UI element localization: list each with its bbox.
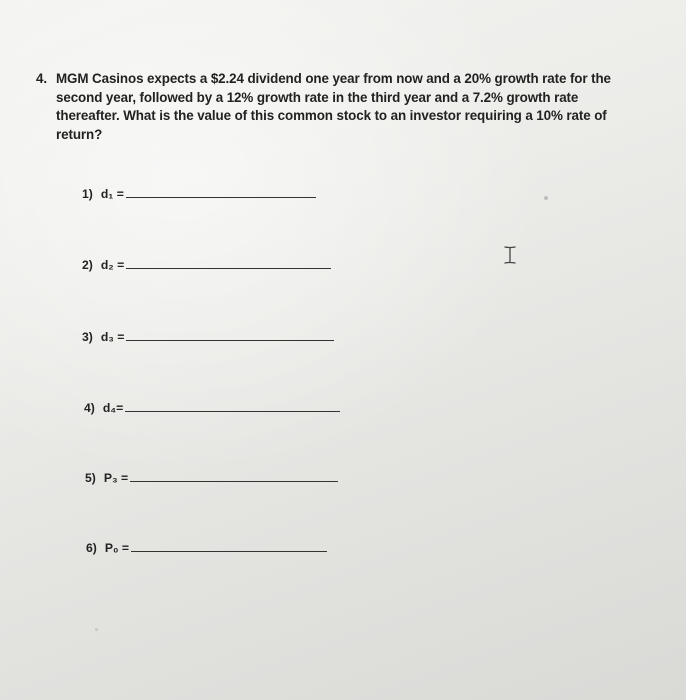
answer-item-5 <box>85 467 338 485</box>
question-text: MGM Casinos expects a $2.24 dividend one year from now and a 20% growth rate for the second year, followed by a 12% growth rate in the third year and a 7.2% growth rate thereafter. What is the value of this common stock to an investor requiring a 10% rate of return? <box>56 71 611 142</box>
answer-item-4 <box>84 397 340 415</box>
answer-item-number: 3) <box>82 330 93 344</box>
answer-item-number: 2) <box>82 258 93 272</box>
answer-item-6 <box>86 537 327 555</box>
answer-item-2 <box>82 254 331 272</box>
answer-blank-line[interactable] <box>125 410 340 412</box>
answer-item-number: 1) <box>82 187 93 201</box>
answer-blank-line[interactable] <box>131 550 327 552</box>
answer-item-label: P₃ = <box>103 471 129 485</box>
answer-blank-line[interactable] <box>126 196 316 198</box>
answer-blank-line[interactable] <box>126 339 334 341</box>
answer-item-number: 6) <box>86 541 97 555</box>
text-cursor-icon <box>502 245 518 265</box>
paper-speck <box>95 628 98 631</box>
answer-item-number: 4) <box>84 401 95 415</box>
answer-item-label: d₄= <box>102 401 124 415</box>
answer-blank-line[interactable] <box>126 267 331 269</box>
answer-blank-line[interactable] <box>130 480 338 482</box>
answer-item-label: P₀ = <box>104 541 129 555</box>
answer-item-label: d₁ = <box>100 187 124 201</box>
answer-item-label: d₃ = <box>100 330 125 344</box>
paper-speck <box>544 196 548 200</box>
question-block <box>36 70 636 144</box>
answer-item-label: d₂ = <box>100 258 125 272</box>
answer-item-1 <box>82 183 316 201</box>
answer-item-3 <box>82 326 334 344</box>
answer-item-number: 5) <box>85 471 96 485</box>
question-number: 4. <box>36 71 47 86</box>
